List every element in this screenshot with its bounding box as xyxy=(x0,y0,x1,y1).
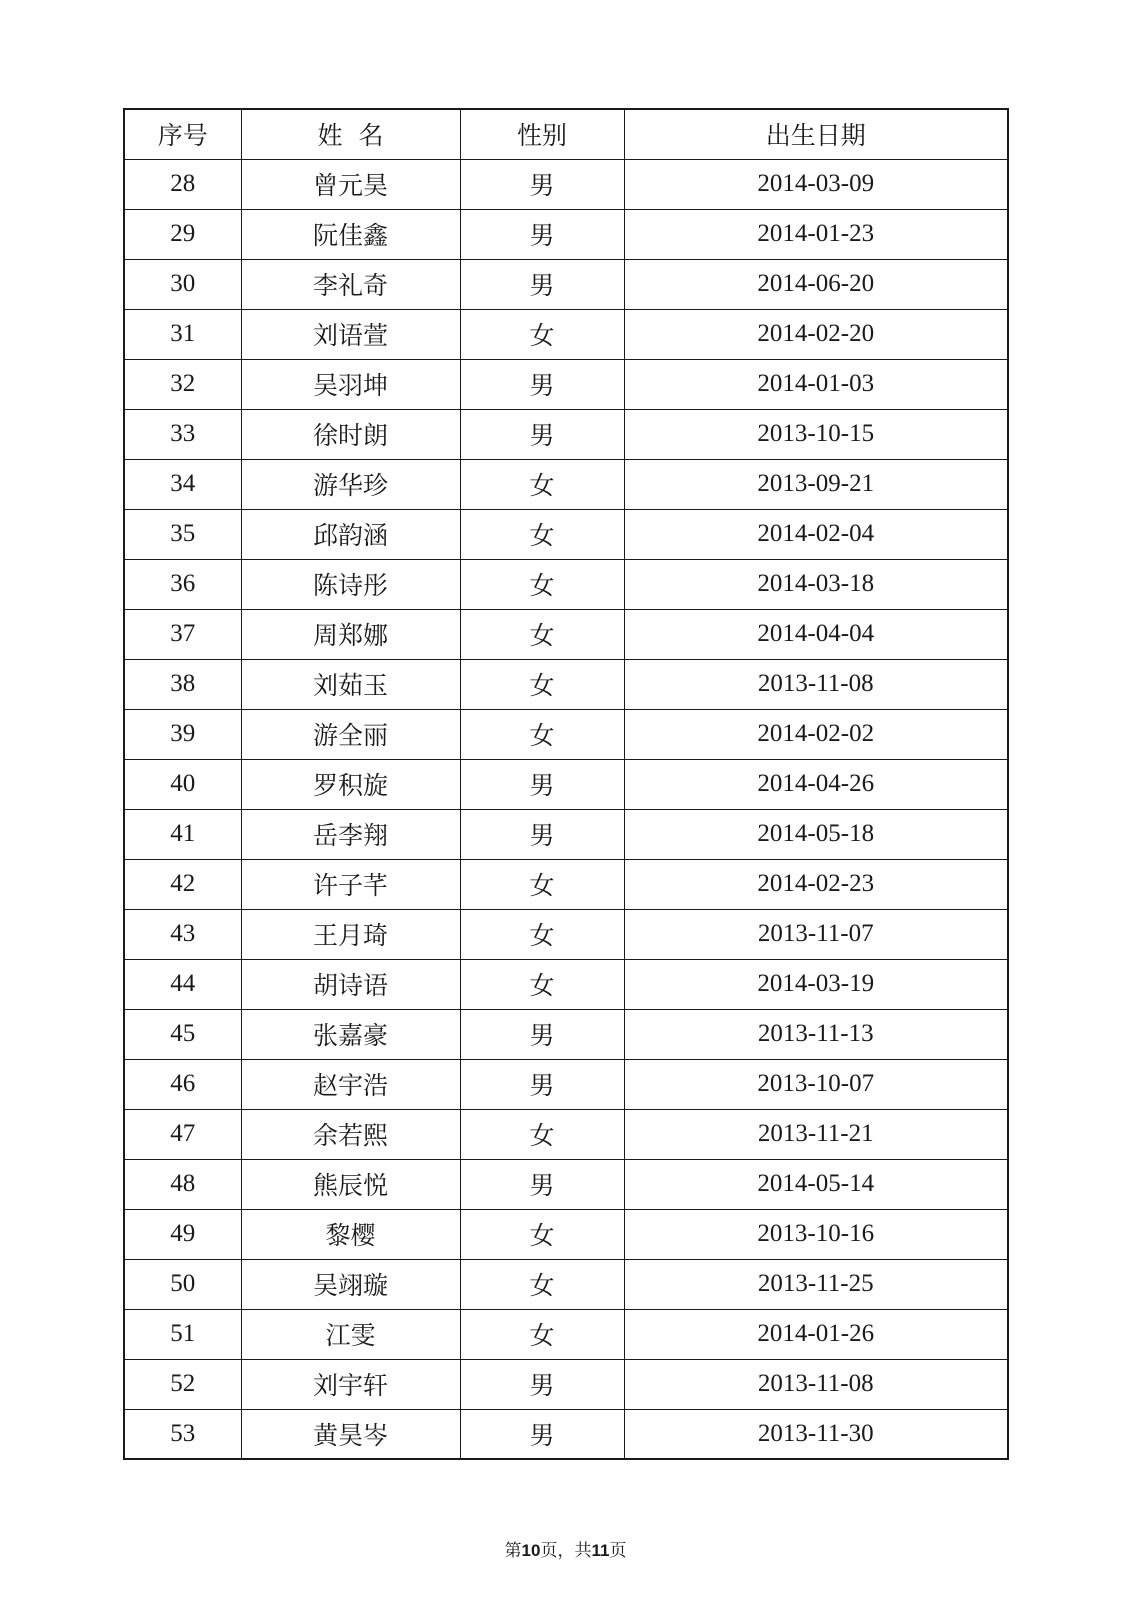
cell-number: 44 xyxy=(124,959,241,1009)
cell-birthdate: 2013-11-08 xyxy=(624,1359,1008,1409)
cell-birthdate: 2014-01-03 xyxy=(624,359,1008,409)
cell-number: 32 xyxy=(124,359,241,409)
cell-gender: 男 xyxy=(460,359,624,409)
cell-birthdate: 2013-11-13 xyxy=(624,1009,1008,1059)
cell-gender: 女 xyxy=(460,659,624,709)
cell-birthdate: 2014-02-20 xyxy=(624,309,1008,359)
cell-name: 陈诗彤 xyxy=(241,559,460,609)
cell-name: 吴羽坤 xyxy=(241,359,460,409)
cell-gender: 女 xyxy=(460,509,624,559)
cell-name: 吴翊璇 xyxy=(241,1259,460,1309)
cell-gender: 男 xyxy=(460,1359,624,1409)
footer-prefix: 第 xyxy=(504,1541,522,1561)
header-gender: 性别 xyxy=(460,109,624,159)
cell-gender: 男 xyxy=(460,1009,624,1059)
cell-number: 43 xyxy=(124,909,241,959)
table-row xyxy=(124,709,1008,759)
student-roster-table xyxy=(123,108,1009,1460)
cell-birthdate: 2013-10-07 xyxy=(624,1059,1008,1109)
cell-gender: 男 xyxy=(460,1059,624,1109)
cell-birthdate: 2013-10-16 xyxy=(624,1209,1008,1259)
cell-birthdate: 2013-11-25 xyxy=(624,1259,1008,1309)
cell-gender: 女 xyxy=(460,859,624,909)
cell-gender: 女 xyxy=(460,959,624,1009)
footer-total-pages: 11 xyxy=(591,1541,610,1560)
cell-name: 王月琦 xyxy=(241,909,460,959)
cell-gender: 女 xyxy=(460,709,624,759)
table-row xyxy=(124,209,1008,259)
cell-name: 周郑娜 xyxy=(241,609,460,659)
cell-birthdate: 2014-03-19 xyxy=(624,959,1008,1009)
header-name-label: 姓 名 xyxy=(317,121,384,151)
table-row xyxy=(124,159,1008,209)
cell-birthdate: 2013-11-30 xyxy=(624,1409,1008,1459)
cell-number: 42 xyxy=(124,859,241,909)
cell-birthdate: 2014-02-02 xyxy=(624,709,1008,759)
cell-gender: 男 xyxy=(460,809,624,859)
cell-gender: 男 xyxy=(460,409,624,459)
table-header-row xyxy=(124,109,1008,159)
table-row xyxy=(124,359,1008,409)
table-row xyxy=(124,259,1008,309)
cell-birthdate: 2013-11-07 xyxy=(624,909,1008,959)
cell-number: 41 xyxy=(124,809,241,859)
cell-birthdate: 2013-10-15 xyxy=(624,409,1008,459)
table-row xyxy=(124,659,1008,709)
table-row xyxy=(124,1109,1008,1159)
table-row xyxy=(124,609,1008,659)
cell-number: 48 xyxy=(124,1159,241,1209)
cell-name: 许子芊 xyxy=(241,859,460,909)
cell-birthdate: 2014-04-26 xyxy=(624,759,1008,809)
cell-birthdate: 2014-03-09 xyxy=(624,159,1008,209)
footer-current-page: 10 xyxy=(521,1541,541,1560)
cell-name: 罗积旋 xyxy=(241,759,460,809)
cell-name: 黄昊岑 xyxy=(241,1409,460,1459)
cell-birthdate: 2013-11-21 xyxy=(624,1109,1008,1159)
cell-gender: 女 xyxy=(460,909,624,959)
table-body xyxy=(124,159,1008,1459)
header-name xyxy=(241,109,460,159)
cell-number: 37 xyxy=(124,609,241,659)
cell-number: 49 xyxy=(124,1209,241,1259)
table-row xyxy=(124,1009,1008,1059)
cell-name: 刘茹玉 xyxy=(241,659,460,709)
cell-number: 31 xyxy=(124,309,241,359)
cell-name: 赵宇浩 xyxy=(241,1059,460,1109)
table-row xyxy=(124,1209,1008,1259)
cell-number: 40 xyxy=(124,759,241,809)
header-number: 序号 xyxy=(124,109,241,159)
cell-birthdate: 2013-11-08 xyxy=(624,659,1008,709)
cell-birthdate: 2014-05-18 xyxy=(624,809,1008,859)
table-row xyxy=(124,1259,1008,1309)
cell-gender: 女 xyxy=(460,1309,624,1359)
table-row xyxy=(124,559,1008,609)
cell-birthdate: 2014-06-20 xyxy=(624,259,1008,309)
cell-number: 33 xyxy=(124,409,241,459)
cell-number: 50 xyxy=(124,1259,241,1309)
cell-name: 游华珍 xyxy=(241,459,460,509)
table-row xyxy=(124,509,1008,559)
table-row xyxy=(124,759,1008,809)
cell-birthdate: 2014-01-26 xyxy=(624,1309,1008,1359)
cell-number: 38 xyxy=(124,659,241,709)
table-row xyxy=(124,409,1008,459)
cell-name: 邱韵涵 xyxy=(241,509,460,559)
cell-number: 45 xyxy=(124,1009,241,1059)
cell-gender: 女 xyxy=(460,1109,624,1159)
cell-gender: 男 xyxy=(460,209,624,259)
cell-name: 熊辰悦 xyxy=(241,1159,460,1209)
page-footer xyxy=(0,1536,1131,1561)
cell-name: 余若熙 xyxy=(241,1109,460,1159)
cell-name: 胡诗语 xyxy=(241,959,460,1009)
cell-name: 李礼奇 xyxy=(241,259,460,309)
table-row xyxy=(124,1159,1008,1209)
cell-birthdate: 2013-09-21 xyxy=(624,459,1008,509)
cell-number: 46 xyxy=(124,1059,241,1109)
footer-suffix: 页 xyxy=(609,1541,627,1561)
cell-birthdate: 2014-02-23 xyxy=(624,859,1008,909)
cell-name: 张嘉豪 xyxy=(241,1009,460,1059)
cell-name: 游全丽 xyxy=(241,709,460,759)
cell-gender: 女 xyxy=(460,1259,624,1309)
cell-name: 岳李翔 xyxy=(241,809,460,859)
cell-number: 35 xyxy=(124,509,241,559)
cell-gender: 女 xyxy=(460,459,624,509)
table-row xyxy=(124,309,1008,359)
table-row xyxy=(124,909,1008,959)
cell-name: 徐时朗 xyxy=(241,409,460,459)
table-row xyxy=(124,1359,1008,1409)
cell-gender: 男 xyxy=(460,159,624,209)
cell-birthdate: 2014-05-14 xyxy=(624,1159,1008,1209)
table-row xyxy=(124,1409,1008,1459)
table-row xyxy=(124,809,1008,859)
cell-number: 39 xyxy=(124,709,241,759)
cell-number: 53 xyxy=(124,1409,241,1459)
cell-number: 36 xyxy=(124,559,241,609)
cell-number: 30 xyxy=(124,259,241,309)
cell-name: 刘语萱 xyxy=(241,309,460,359)
table-row xyxy=(124,459,1008,509)
table-row xyxy=(124,1059,1008,1109)
cell-gender: 女 xyxy=(460,309,624,359)
cell-number: 52 xyxy=(124,1359,241,1409)
cell-gender: 男 xyxy=(460,1159,624,1209)
cell-gender: 女 xyxy=(460,1209,624,1259)
cell-number: 28 xyxy=(124,159,241,209)
cell-birthdate: 2014-04-04 xyxy=(624,609,1008,659)
cell-gender: 女 xyxy=(460,559,624,609)
cell-gender: 男 xyxy=(460,759,624,809)
cell-name: 曾元昊 xyxy=(241,159,460,209)
cell-birthdate: 2014-03-18 xyxy=(624,559,1008,609)
cell-number: 34 xyxy=(124,459,241,509)
cell-name: 江雯 xyxy=(241,1309,460,1359)
cell-gender: 男 xyxy=(460,1409,624,1459)
cell-name: 阮佳鑫 xyxy=(241,209,460,259)
table-row xyxy=(124,859,1008,909)
cell-birthdate: 2014-02-04 xyxy=(624,509,1008,559)
cell-birthdate: 2014-01-23 xyxy=(624,209,1008,259)
cell-name: 黎樱 xyxy=(241,1209,460,1259)
header-birthdate: 出生日期 xyxy=(624,109,1008,159)
cell-number: 47 xyxy=(124,1109,241,1159)
table-row xyxy=(124,1309,1008,1359)
footer-middle: 页，共 xyxy=(540,1541,592,1561)
cell-number: 29 xyxy=(124,209,241,259)
cell-number: 51 xyxy=(124,1309,241,1359)
cell-name: 刘宇轩 xyxy=(241,1359,460,1409)
cell-gender: 女 xyxy=(460,609,624,659)
cell-gender: 男 xyxy=(460,259,624,309)
table-row xyxy=(124,959,1008,1009)
